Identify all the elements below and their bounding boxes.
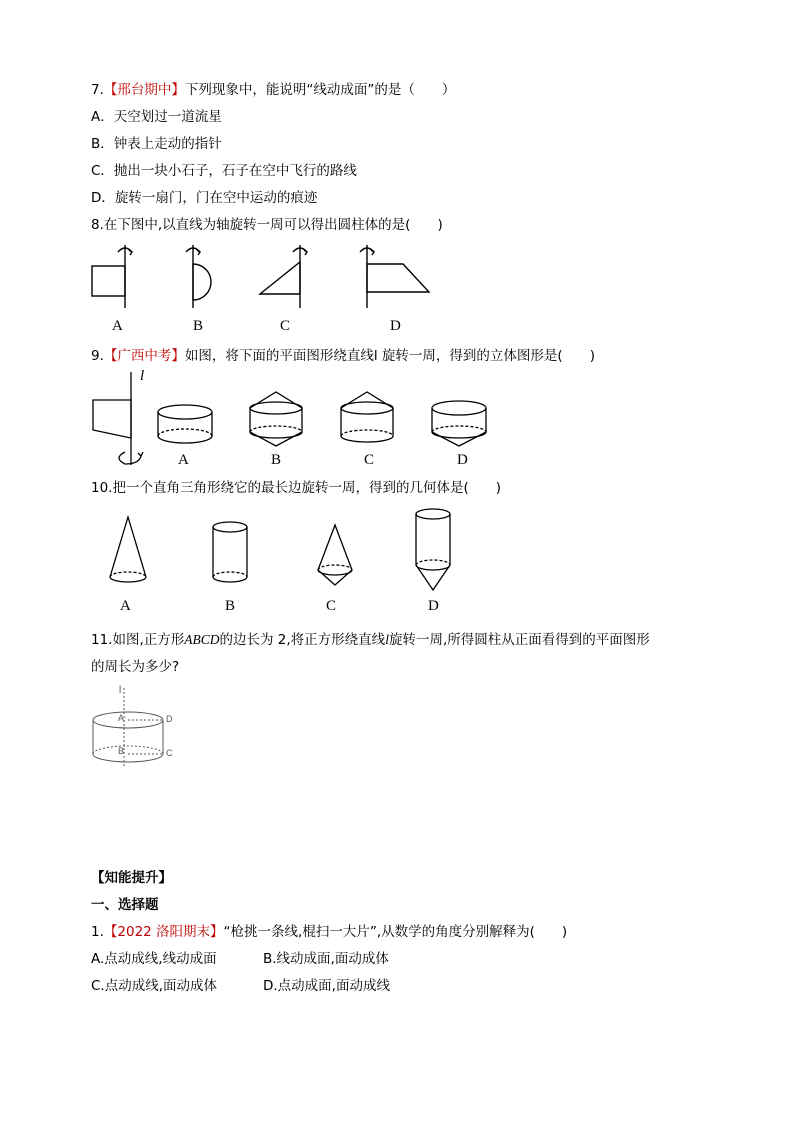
q9-solid-a [158,405,212,443]
q11-fig-label-d: D [166,714,173,724]
q8-label-a: A [112,318,123,334]
q10-solid-d [416,509,450,590]
q10-solid-a [110,517,146,582]
q8-shape-a [92,245,132,308]
q10-label-d: D [428,598,439,614]
section-title: 【知能提升】 [91,870,172,886]
q9-label-b: B [271,452,282,468]
q9-stem: 9.【广西中考】如图，将下面的平面图形绕直线l 旋转一周，得到的立体图形是( ) [91,348,595,364]
q10-solid-c [318,525,352,585]
q8-label-d: D [390,318,401,334]
q7-option-c: C．抛出一块小石子，石子在空中飞行的路线 [91,163,357,179]
q8-figure [85,240,445,310]
q11-fig-label-c: C [166,748,173,758]
section-subtitle: 一、选择题 [91,897,159,913]
q10-label-b: B [225,598,236,614]
p1-stem: 1.【2022 洛阳期末】“枪挑一条线,棍扫一大片”,从数学的角度分别解释为( ) [91,924,568,940]
q11-stem: 11.如图,正方形ABCD的边长为 2,将正方形绕直线l旋转一周,所得圆柱从正面看得到的平面图形 [91,632,650,648]
q9-solid-c [341,392,393,442]
q11-stem-line2: 的周长为多少? [91,659,180,675]
q10-label-c: C [326,598,337,614]
p1-option-b: B.线动成面,面动成体 [263,951,389,967]
q8-shape-b [186,245,211,308]
q10-figure [100,505,470,600]
q9-tag: 【广西中考】 [103,348,185,364]
q11-fig-label-l: l [119,685,122,696]
q10-label-a: A [120,598,131,614]
q10-solid-b [213,522,247,582]
q11-fig-label-a: A [118,713,125,723]
q10-stem: 10.把一个直角三角形绕它的最长边旋转一周，得到的几何体是( ) [91,480,502,496]
p1-tag: 【2022 洛阳期末】 [103,924,224,940]
q7-option-b: B．钟表上走动的指针 [91,136,222,152]
q9-label-d: D [457,452,468,468]
p1-option-d: D.点动成面,面动成线 [263,978,390,994]
q9-figure [85,370,505,470]
q7-option-a: A．天空划过一道流星 [91,109,222,125]
q8-shape-d [360,245,429,308]
q11-fig-label-b: B [118,746,125,756]
p1-option-c: C.点动成线,面动成体 [91,978,218,994]
q9-solid-d [432,401,486,446]
q8-shape-c [260,245,307,308]
q7-stem: 7.【邢台期中】下列现象中，能说明“线动成面”的是（ ） [91,82,456,98]
q8-stem: 8.在下图中,以直线为轴旋转一周可以得出圆柱体的是( ) [91,217,443,233]
q9-plane-shape [93,372,143,465]
q8-label-b: B [193,318,204,334]
p1-option-a: A.点动成线,线动成面 [91,951,217,967]
q9-label-a: A [178,452,189,468]
q9-axis-label: l [140,368,145,384]
q9-label-c: C [364,452,375,468]
q8-label-c: C [280,318,291,334]
q11-figure [88,686,188,770]
q7-option-d: D．旋转一扇门，门在空中运动的痕迹 [91,190,318,206]
q7-tag: 【邢台期中】 [103,82,185,98]
q9-solid-b [250,392,302,446]
